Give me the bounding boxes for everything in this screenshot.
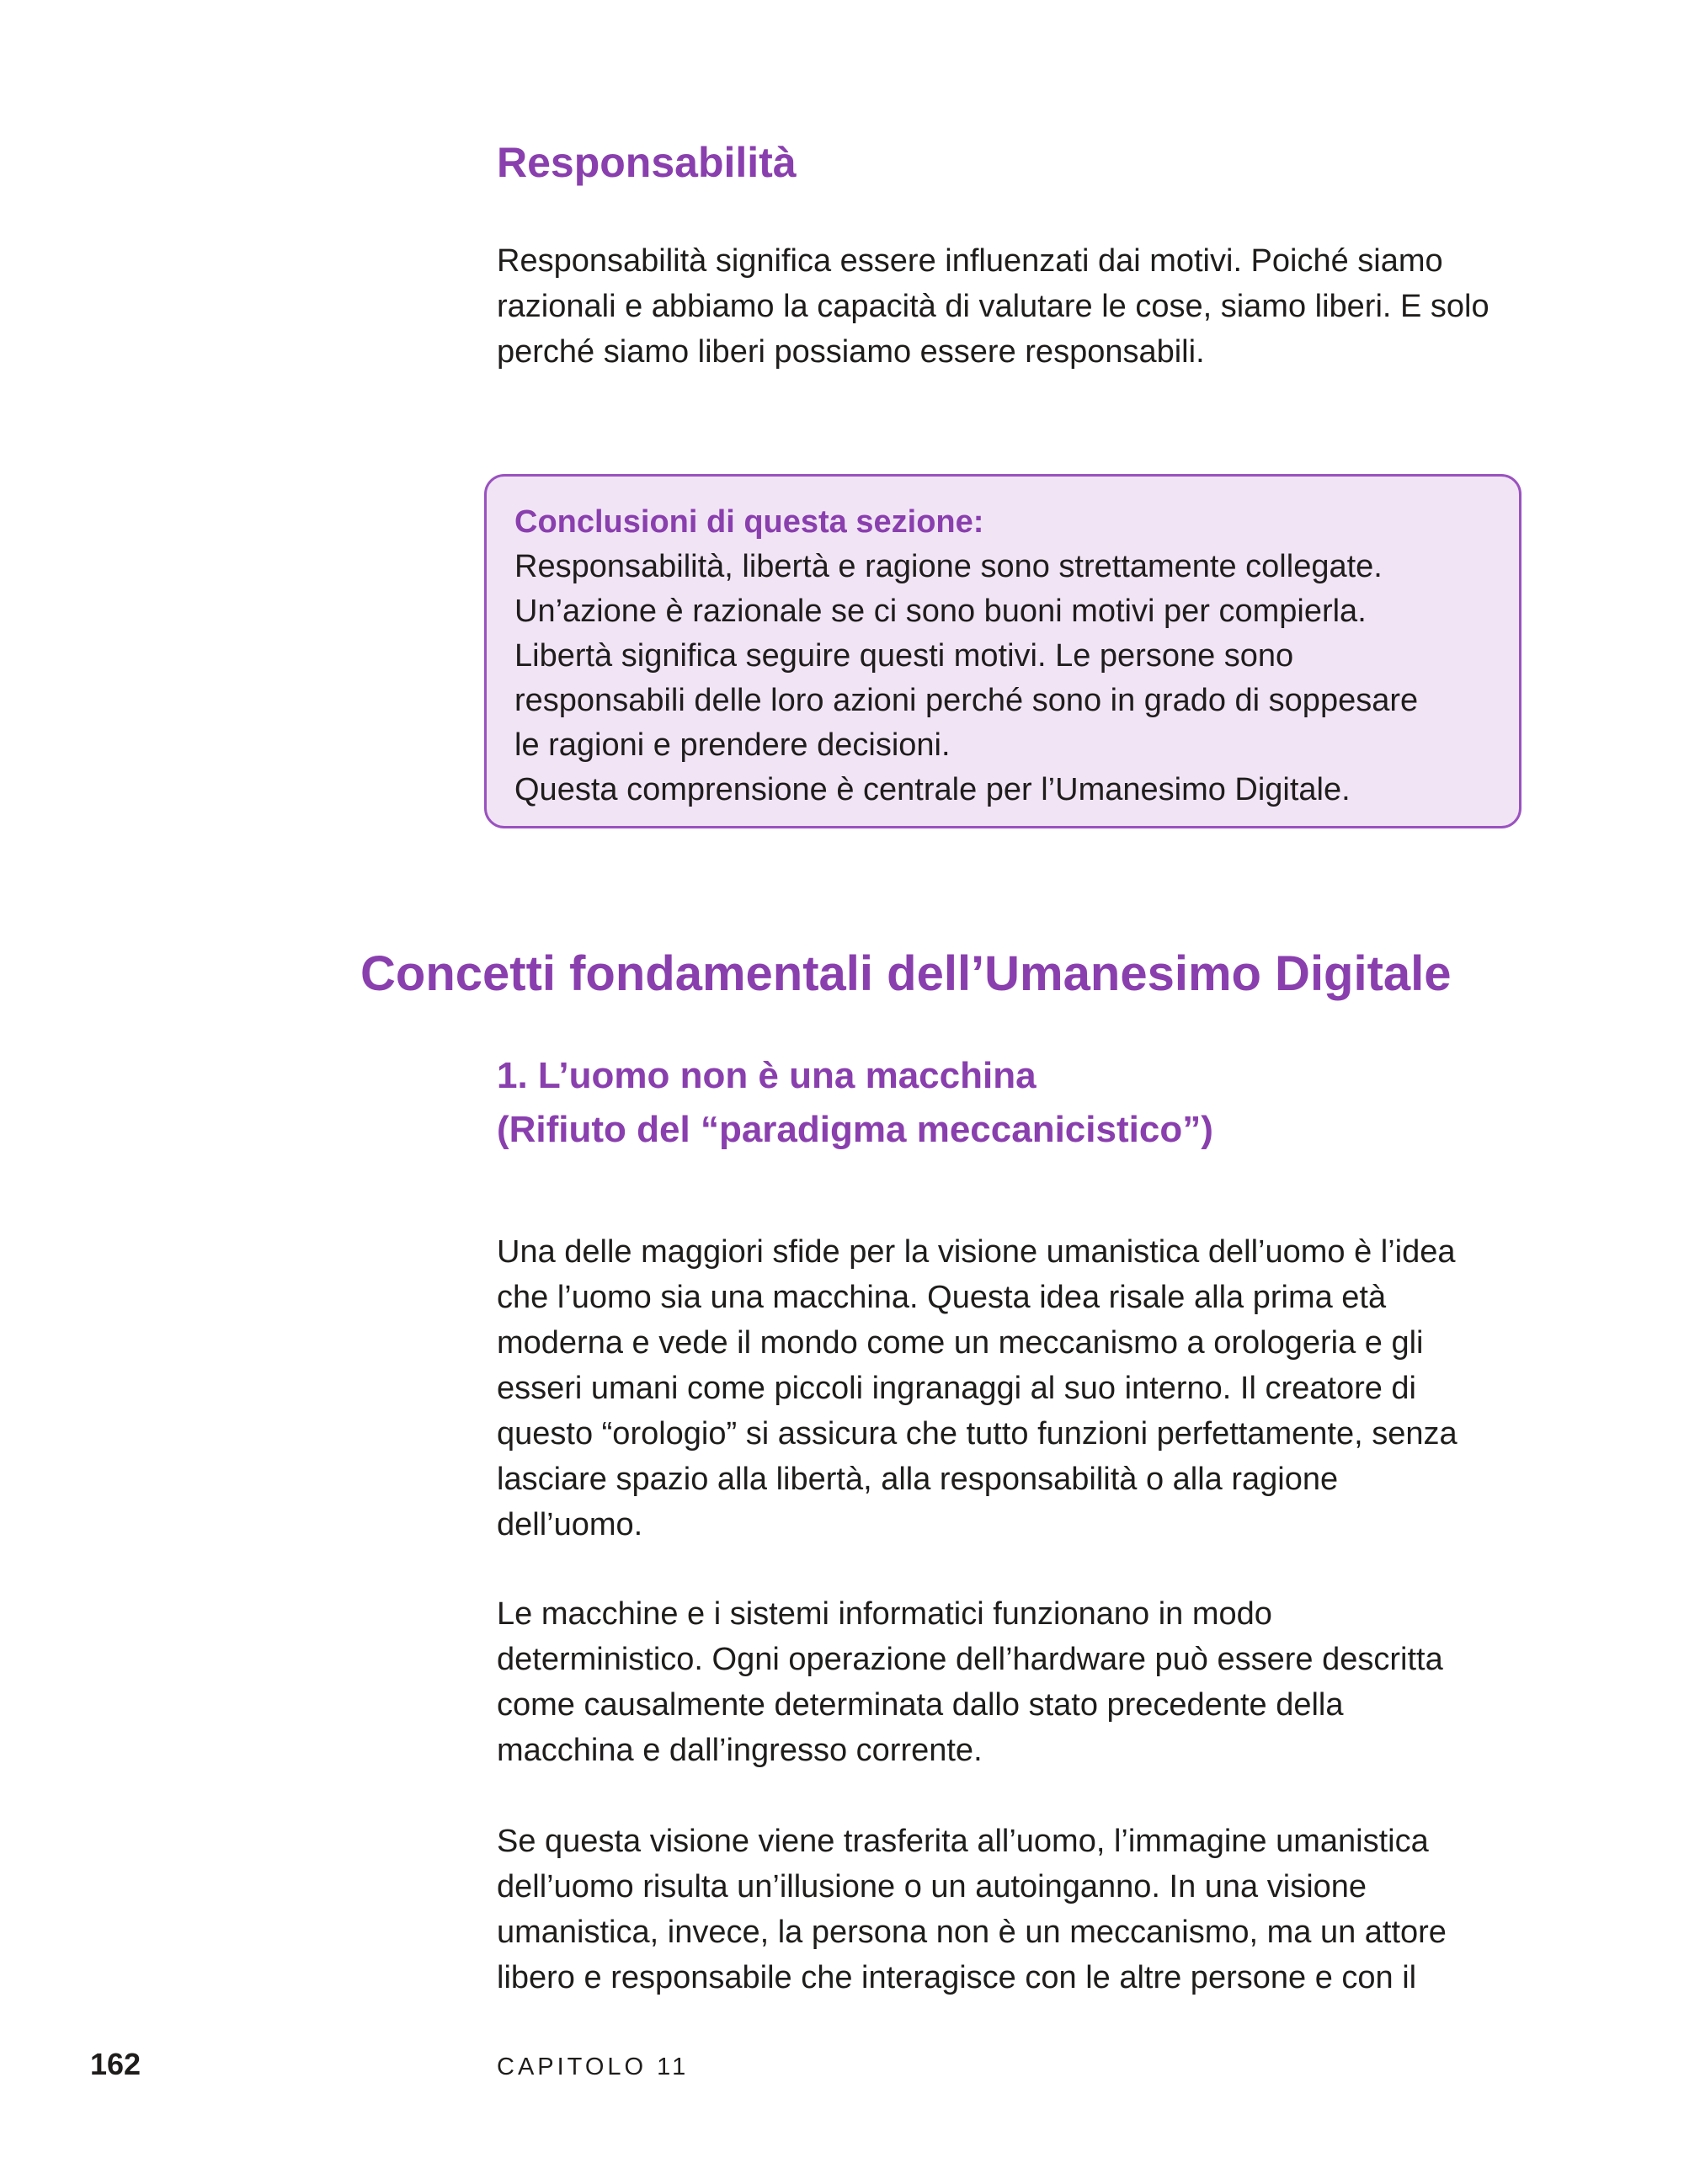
paragraph-line: perché siamo liberi possiamo essere responsabili.: [497, 334, 1205, 370]
paragraph-line: Responsabilità significa essere influenzati dai motivi. Poiché siamo: [497, 243, 1443, 279]
paragraph-line: lasciare spazio alla libertà, alla responsabilità o alla ragione: [497, 1462, 1339, 1497]
concept-1-subtitle: (Rifiuto del “paradigma meccanicistico”): [497, 1109, 1213, 1150]
conclusion-title: Conclusioni di questa sezione:: [514, 504, 984, 540]
paragraph-line: che l’uomo sia una macchina. Questa idea risale alla prima età: [497, 1280, 1387, 1315]
concept-paragraph-3: [497, 1819, 1558, 2000]
paragraph-line: Se questa visione viene trasferita all’uomo, l’immagine umanistica: [497, 1824, 1429, 1859]
running-footer-chapter: CAPITOLO 11: [497, 2053, 690, 2080]
concept-1-heading: [497, 1049, 1213, 1157]
paragraph-line: dell’uomo.: [497, 1507, 643, 1542]
conclusion-line: Questa comprensione è centrale per l’Umanesimo Digitale.: [514, 772, 1351, 807]
paragraph-line: libero e responsabile che interagisce con le altre persone e con il: [497, 1960, 1417, 1995]
concept-paragraph-1: [497, 1229, 1558, 1547]
section-paragraph: [497, 238, 1558, 375]
conclusion-text: [514, 545, 1492, 812]
conclusion-line: Un’azione è razionale se ci sono buoni motivi per compierla.: [514, 594, 1367, 629]
conclusion-line: Responsabilità, libertà e ragione sono strettamente collegate.: [514, 549, 1383, 584]
paragraph-line: umanistica, invece, la persona non è un meccanismo, ma un attore: [497, 1915, 1447, 1950]
paragraph-line: Una delle maggiori sfide per la visione umanistica dell’uomo è l’idea: [497, 1234, 1456, 1270]
paragraph-line: deterministico. Ogni operazione dell’hardware può essere descritta: [497, 1642, 1443, 1677]
conclusion-box: [484, 474, 1521, 828]
paragraph-line: Le macchine e i sistemi informatici funzionano in modo: [497, 1596, 1272, 1632]
conclusion-line: responsabili delle loro azioni perché sono in grado di soppesare: [514, 683, 1419, 718]
paragraph-line: moderna e vede il mondo come un meccanismo a orologeria e gli: [497, 1325, 1424, 1361]
paragraph-line: come causalmente determinata dallo stato precedente della: [497, 1687, 1344, 1723]
concept-1-title: 1. L’uomo non è una macchina: [497, 1055, 1037, 1096]
paragraph-line: dell’uomo risulta un’illusione o un autoinganno. In una visione: [497, 1869, 1367, 1904]
section-heading: Responsabilità: [497, 139, 797, 186]
paragraph-line: esseri umani come piccoli ingranaggi al suo interno. Il creatore di: [497, 1371, 1416, 1406]
paragraph-line: macchina e dall’ingresso corrente.: [497, 1733, 983, 1768]
page-number: 162: [90, 2047, 141, 2081]
conclusion-line: Libertà significa seguire questi motivi. Le persone sono: [514, 638, 1294, 674]
concepts-heading: Concetti fondamentali dell’Umanesimo Digitale: [360, 946, 1452, 1001]
paragraph-line: razionali e abbiamo la capacità di valutare le cose, siamo liberi. E solo: [497, 289, 1489, 324]
paragraph-line: questo “orologio” si assicura che tutto funzioni perfettamente, senza: [497, 1416, 1458, 1452]
conclusion-line: le ragioni e prendere decisioni.: [514, 727, 951, 763]
concept-paragraph-2: [497, 1591, 1558, 1773]
